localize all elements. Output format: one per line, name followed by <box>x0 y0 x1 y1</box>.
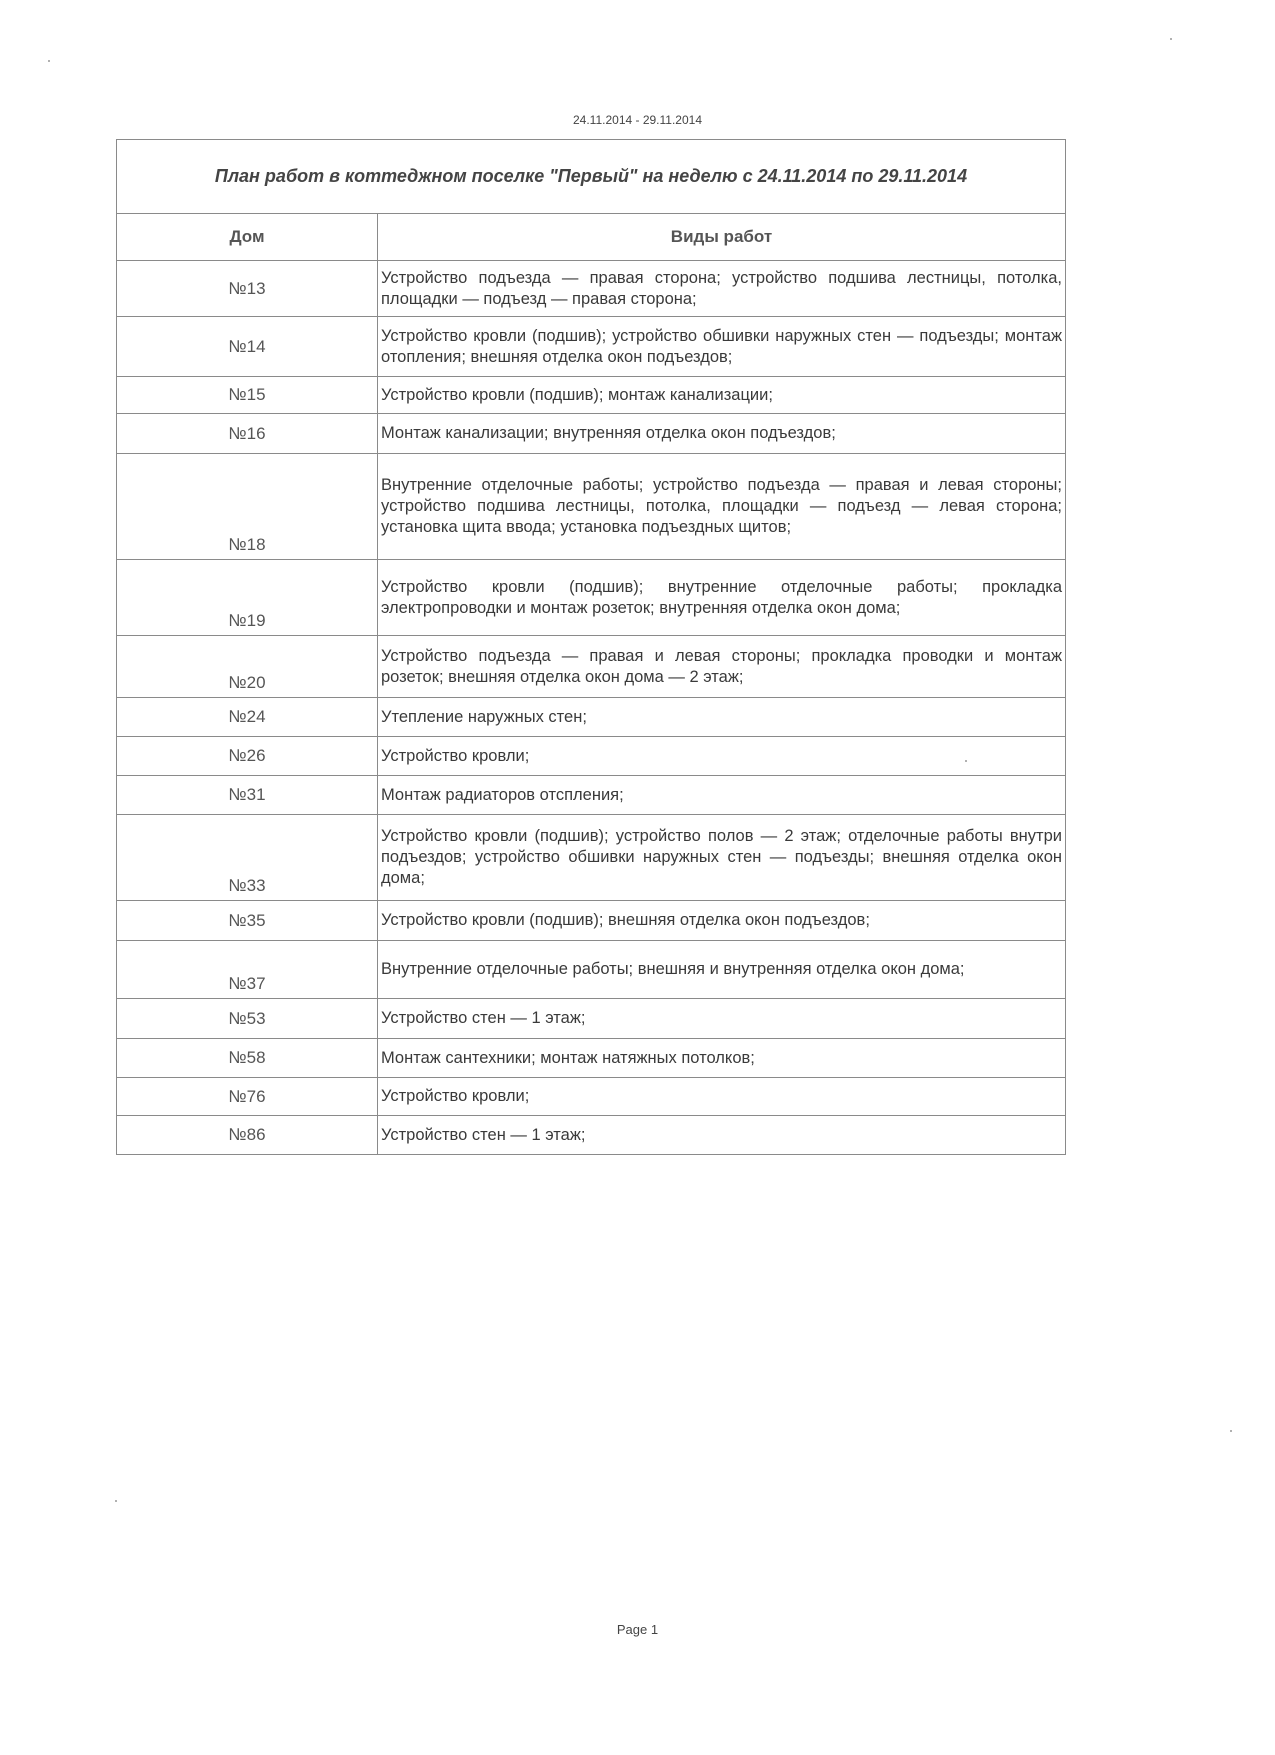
work-description-cell: Монтаж сантехники; монтаж натяжных потолков; <box>378 1039 1066 1078</box>
scan-speck <box>1170 38 1172 40</box>
work-description-cell: Устройство кровли (подшив); устройство полов — 2 этаж; отделочные работы внутри подъездов; устройство обшивки наружных стен — подъезды; внешняя отделка окон дома; <box>378 815 1066 901</box>
column-header-house: Дом <box>117 214 378 261</box>
house-number-cell: №18 <box>117 454 378 560</box>
table-row <box>117 377 1066 414</box>
house-number-cell: №86 <box>117 1116 378 1155</box>
house-number-cell: №13 <box>117 261 378 317</box>
work-description-cell: Устройство подъезда — правая сторона; устройство подшива лестницы, потолка, площадки — подъезд — правая сторона; <box>378 261 1066 317</box>
table-row <box>117 1039 1066 1078</box>
table-row <box>117 737 1066 776</box>
work-description-cell: Устройство кровли; <box>378 1078 1066 1116</box>
work-description-cell: Монтаж радиаторов отспления; <box>378 776 1066 815</box>
table-row <box>117 901 1066 941</box>
house-number-cell: №20 <box>117 636 378 698</box>
work-description-cell: Устройство кровли; <box>378 737 1066 776</box>
house-number-cell: №24 <box>117 698 378 737</box>
work-description-cell: Устройство стен — 1 этаж; <box>378 999 1066 1039</box>
table-row <box>117 1078 1066 1116</box>
house-number-cell: №35 <box>117 901 378 941</box>
table-row <box>117 815 1066 901</box>
table-row <box>117 414 1066 454</box>
work-description-cell: Внутренние отделочные работы; внешняя и внутренняя отделка окон дома; <box>378 941 1066 999</box>
house-number-cell: №14 <box>117 317 378 377</box>
work-description-cell: Внутренние отделочные работы; устройство подъезда — правая и левая стороны; устройство подшива лестницы, потолка, площадки — подъезд — левая сторона; установка щита ввода; установка подъездных щитов; <box>378 454 1066 560</box>
page-header-date-range: 24.11.2014 - 29.11.2014 <box>573 113 702 127</box>
house-number-cell: №26 <box>117 737 378 776</box>
work-description-cell: Устройство кровли (подшив); внутренние отделочные работы; прокладка электропроводки и монтаж розеток; внутренняя отделка окон дома; <box>378 560 1066 636</box>
table-header-row <box>117 214 1066 261</box>
table-row <box>117 999 1066 1039</box>
scan-speck <box>48 60 50 62</box>
page-footer-number: Page 1 <box>616 1622 659 1637</box>
column-header-works: Виды работ <box>378 214 1066 261</box>
scan-speck <box>1230 1430 1232 1432</box>
work-plan-table <box>116 139 1066 1155</box>
table-row <box>117 776 1066 815</box>
house-number-cell: №19 <box>117 560 378 636</box>
house-number-cell: №33 <box>117 815 378 901</box>
table-row <box>117 1116 1066 1155</box>
table-title-row <box>117 140 1066 214</box>
work-description-cell: Устройство кровли (подшив); устройство обшивки наружных стен — подъезды; монтаж отопления; внешняя отделка окон подъездов; <box>378 317 1066 377</box>
table-row <box>117 941 1066 999</box>
work-description-cell: Устройство подъезда — правая и левая стороны; прокладка проводки и монтаж розеток; внешняя отделка окон дома — 2 этаж; <box>378 636 1066 698</box>
work-description-cell: Монтаж канализации; внутренняя отделка окон подъездов; <box>378 414 1066 454</box>
house-number-cell: №16 <box>117 414 378 454</box>
table-row <box>117 560 1066 636</box>
house-number-cell: №58 <box>117 1039 378 1078</box>
table-row <box>117 261 1066 317</box>
work-description-cell: Устройство кровли (подшив); внешняя отделка окон подъездов; <box>378 901 1066 941</box>
table-row <box>117 454 1066 560</box>
work-description-cell: Устройство стен — 1 этаж; <box>378 1116 1066 1155</box>
house-number-cell: №15 <box>117 377 378 414</box>
work-description-cell: Устройство кровли (подшив); монтаж канализации; <box>378 377 1066 414</box>
table-row <box>117 317 1066 377</box>
house-number-cell: №53 <box>117 999 378 1039</box>
house-number-cell: №76 <box>117 1078 378 1116</box>
table-title: План работ в коттеджном поселке "Первый" на неделю с 24.11.2014 по 29.11.2014 <box>117 140 1066 214</box>
work-description-cell: Утепление наружных стен; <box>378 698 1066 737</box>
table-row <box>117 636 1066 698</box>
table-row <box>117 698 1066 737</box>
scan-speck <box>115 1500 117 1502</box>
house-number-cell: №31 <box>117 776 378 815</box>
house-number-cell: №37 <box>117 941 378 999</box>
scan-speck <box>965 760 967 762</box>
